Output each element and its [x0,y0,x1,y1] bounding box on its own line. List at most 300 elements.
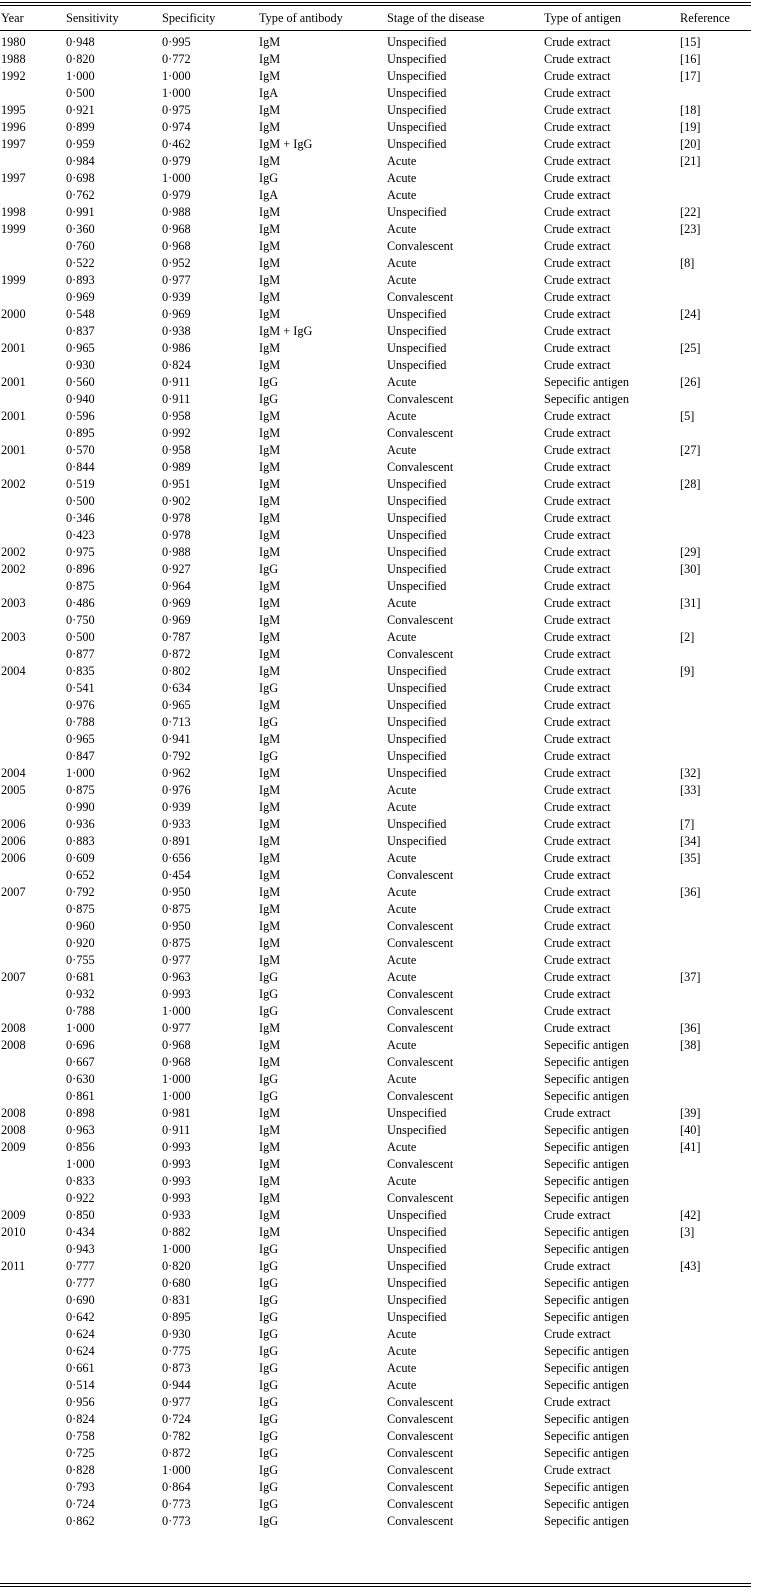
cell-specificity: 0·989 [162,460,191,474]
cell-disease-stage: Unspecified [387,1259,447,1273]
cell-year [0,255,66,272]
table-row [0,374,757,391]
cell-year: 1999 [1,273,26,287]
cell-antigen-type: Crude extract [544,970,611,984]
cell-reference: [21] [680,154,701,168]
cell-antigen-type: Sepecific antigen [544,1072,630,1086]
cell-antigen-type: Crude extract [544,749,611,763]
cell-specificity: 1·000 [162,1242,191,1256]
cell-disease-stage: Convalescent [387,919,454,933]
cell-antibody-type: IgG [259,1276,279,1290]
table-row [0,306,757,323]
cell-antibody-type: IgM [259,1157,281,1171]
table-row [0,731,757,748]
cell-antibody-type: IgG [259,1429,279,1443]
cell-reference [680,799,757,816]
table-row [0,816,757,833]
table-row [0,323,757,340]
cell-specificity: 0·820 [162,1259,191,1273]
cell-antigen-type: Crude extract [544,154,611,168]
cell-sensitivity: 1·000 [66,766,95,780]
table-row [0,748,757,765]
cell-specificity: 0·875 [162,902,191,916]
cell-specificity: 0·974 [162,120,191,134]
cell-antigen-type: Crude extract [544,902,611,916]
table-row [0,34,757,51]
cell-disease-stage: Convalescent [387,868,454,882]
cell-reference [680,510,757,527]
cell-antibody-type: IgM [259,647,281,661]
cell-year: 2009 [1,1140,26,1154]
cell-disease-stage: Acute [387,953,417,967]
table-row [0,1309,757,1326]
cell-sensitivity: 0·360 [66,222,95,236]
cell-disease-stage: Convalescent [387,987,454,1001]
cell-sensitivity: 0·976 [66,698,95,712]
cell-reference: [3] [680,1225,695,1239]
cell-specificity: 0·634 [162,681,191,695]
cell-disease-stage: Convalescent [387,1463,454,1477]
cell-antigen-type: Crude extract [544,715,611,729]
cell-reference [680,323,757,340]
cell-sensitivity: 0·500 [66,494,95,508]
cell-disease-stage: Unspecified [387,817,447,831]
cell-specificity: 0·872 [162,1446,191,1460]
table-row [0,1292,757,1309]
table-row [0,289,757,306]
cell-sensitivity: 0·943 [66,1242,95,1256]
cell-sensitivity: 0·642 [66,1310,95,1324]
cell-reference [680,1394,757,1411]
cell-year: 2008 [1,1038,26,1052]
cell-year [0,1343,66,1360]
cell-year [0,1428,66,1445]
cell-specificity: 0·993 [162,1140,191,1154]
cell-specificity: 0·995 [162,35,191,49]
cell-antibody-type: IgG [259,171,279,185]
cell-specificity: 1·000 [162,69,191,83]
table-row [0,1224,757,1241]
table-row [0,1513,757,1530]
cell-sensitivity: 0·609 [66,851,95,865]
cell-antigen-type: Crude extract [544,783,611,797]
cell-sensitivity: 0·690 [66,1293,95,1307]
cell-sensitivity: 0·896 [66,562,95,576]
cell-year: 2006 [1,817,26,831]
cell-specificity: 0·979 [162,154,191,168]
cell-reference: [30] [680,562,701,576]
cell-reference: [7] [680,817,695,831]
cell-sensitivity: 0·963 [66,1123,95,1137]
cell-reference: [18] [680,103,701,117]
cell-specificity: 0·962 [162,766,191,780]
cell-year: 2002 [1,477,26,491]
cell-antigen-type: Sepecific antigen [544,1276,630,1290]
cell-reference: [23] [680,222,701,236]
cell-disease-stage: Acute [387,154,417,168]
cell-disease-stage: Acute [387,1038,417,1052]
cell-specificity: 0·977 [162,1395,191,1409]
table-row [0,102,757,119]
cell-reference [680,680,757,697]
table-row [0,850,757,867]
cell-sensitivity: 0·514 [66,1378,95,1392]
table-row [0,1445,757,1462]
cell-specificity: 0·927 [162,562,191,576]
cell-antibody-type: IgM [259,1123,281,1137]
table-row [0,561,757,578]
cell-reference [680,731,757,748]
cell-antigen-type: Crude extract [544,1208,611,1222]
cell-disease-stage: Unspecified [387,477,447,491]
cell-sensitivity: 0·991 [66,205,95,219]
cell-sensitivity: 0·895 [66,426,95,440]
cell-reference [680,697,757,714]
cell-antigen-type: Sepecific antigen [544,1344,630,1358]
cell-sensitivity: 0·936 [66,817,95,831]
cell-specificity: 0·944 [162,1378,191,1392]
cell-disease-stage: Acute [387,222,417,236]
cell-antigen-type: Crude extract [544,137,611,151]
header-disease-stage: Stage of the disease [387,11,485,25]
cell-antigen-type: Sepecific antigen [544,1038,630,1052]
cell-antibody-type: IgM [259,409,281,423]
cell-antibody-type: IgM [259,528,281,542]
cell-specificity: 0·911 [162,375,191,389]
cell-antibody-type: IgG [259,970,279,984]
cell-disease-stage: Convalescent [387,290,454,304]
cell-antigen-type: Crude extract [544,562,611,576]
cell-reference [680,1241,757,1258]
table-row [0,833,757,850]
cell-year [0,986,66,1003]
cell-disease-stage: Convalescent [387,1055,454,1069]
cell-disease-stage: Unspecified [387,1123,447,1137]
cell-reference [680,1377,757,1394]
cell-reference [680,1071,757,1088]
cell-reference [680,425,757,442]
cell-antigen-type: Crude extract [544,1021,611,1035]
cell-reference: [2] [680,630,695,644]
cell-antibody-type: IgM [259,919,281,933]
cell-antibody-type: IgM [259,256,281,270]
cell-antigen-type: Crude extract [544,817,611,831]
cell-sensitivity: 0·833 [66,1174,95,1188]
table-row [0,238,757,255]
cell-antigen-type: Sepecific antigen [544,1429,630,1443]
cell-disease-stage: Unspecified [387,528,447,542]
cell-antibody-type: IgA [259,188,279,202]
cell-antibody-type: IgG [259,1242,279,1256]
cell-antigen-type: Crude extract [544,409,611,423]
cell-year [0,1309,66,1326]
cell-year: 1999 [1,222,26,236]
cell-antigen-type: Crude extract [544,511,611,525]
cell-reference [680,578,757,595]
cell-specificity: 0·976 [162,783,191,797]
cell-year: 2001 [1,375,26,389]
cell-antigen-type: Sepecific antigen [544,1157,630,1171]
cell-reference: [39] [680,1106,701,1120]
table-row [0,255,757,272]
cell-year [0,918,66,935]
cell-sensitivity: 0·762 [66,188,95,202]
table-row [0,714,757,731]
cell-antibody-type: IgG [259,1497,279,1511]
cell-disease-stage: Convalescent [387,1412,454,1426]
cell-antigen-type: Crude extract [544,800,611,814]
cell-antigen-type: Crude extract [544,290,611,304]
cell-specificity: 0·724 [162,1412,191,1426]
cell-reference [680,289,757,306]
cell-year [0,238,66,255]
cell-year [0,1071,66,1088]
cell-year [0,1173,66,1190]
cell-year: 2007 [1,885,26,899]
cell-year: 2003 [1,596,26,610]
cell-antigen-type: Crude extract [544,120,611,134]
cell-year [0,714,66,731]
table-header-row [0,9,757,28]
cell-sensitivity: 0·777 [66,1276,95,1290]
cell-antigen-type: Sepecific antigen [544,1480,630,1494]
cell-disease-stage: Acute [387,1327,417,1341]
cell-antigen-type: Sepecific antigen [544,1293,630,1307]
cell-antigen-type: Crude extract [544,171,611,185]
cell-year [0,680,66,697]
table-row [0,697,757,714]
cell-specificity: 0·656 [162,851,191,865]
cell-year: 1997 [1,137,26,151]
cell-year [0,510,66,527]
cell-year [0,1394,66,1411]
cell-year [0,1377,66,1394]
table-body [0,34,757,1530]
table-row [0,1411,757,1428]
cell-antibody-type: IgG [259,1072,279,1086]
cell-disease-stage: Unspecified [387,511,447,525]
cell-sensitivity: 0·875 [66,579,95,593]
cell-antibody-type: IgM [259,1174,281,1188]
cell-specificity: 0·969 [162,307,191,321]
header-antibody-type: Type of antibody [259,11,343,25]
cell-sensitivity: 0·788 [66,1004,95,1018]
cell-specificity: 0·930 [162,1327,191,1341]
cell-antigen-type: Crude extract [544,596,611,610]
cell-year [0,1326,66,1343]
cell-disease-stage: Unspecified [387,698,447,712]
table-row [0,119,757,136]
table-row [0,646,757,663]
cell-antibody-type: IgM [259,596,281,610]
cell-specificity: 0·939 [162,290,191,304]
cell-reference [680,1479,757,1496]
cell-disease-stage: Unspecified [387,1225,447,1239]
cell-antibody-type: IgM [259,851,281,865]
cell-antigen-type: Crude extract [544,1106,611,1120]
cell-sensitivity: 0·570 [66,443,95,457]
cell-reference [680,391,757,408]
cell-antibody-type: IgG [259,1344,279,1358]
cell-sensitivity: 0·847 [66,749,95,763]
table-row [0,459,757,476]
table-row [0,510,757,527]
cell-antibody-type: IgA [259,86,279,100]
cell-year: 2008 [1,1021,26,1035]
cell-antibody-type: IgM [259,630,281,644]
cell-antigen-type: Sepecific antigen [544,375,630,389]
cell-disease-stage: Unspecified [387,1276,447,1290]
cell-antigen-type: Crude extract [544,732,611,746]
cell-reference [680,952,757,969]
cell-specificity: 0·895 [162,1310,191,1324]
cell-antibody-type: IgM [259,664,281,678]
table-row [0,1054,757,1071]
cell-year: 2003 [1,630,26,644]
cell-reference [680,935,757,952]
cell-reference [680,1088,757,1105]
cell-antigen-type: Crude extract [544,681,611,695]
cell-reference [680,493,757,510]
cell-sensitivity: 0·828 [66,1463,95,1477]
cell-antibody-type: IgM [259,1038,281,1052]
cell-disease-stage: Convalescent [387,1497,454,1511]
cell-specificity: 0·902 [162,494,191,508]
cell-year: 2007 [1,970,26,984]
diagnostic-accuracy-table [0,9,757,1530]
table-row [0,1496,757,1513]
cell-antibody-type: IgG [259,715,279,729]
cell-antigen-type: Sepecific antigen [544,1446,630,1460]
cell-sensitivity: 0·548 [66,307,95,321]
cell-antibody-type: IgM [259,103,281,117]
cell-year [0,527,66,544]
cell-year [0,153,66,170]
cell-disease-stage: Unspecified [387,1106,447,1120]
cell-specificity: 0·772 [162,52,191,66]
cell-specificity: 0·988 [162,205,191,219]
cell-reference [680,1326,757,1343]
cell-antibody-type: IgM + IgG [259,137,313,151]
table-row [0,1326,757,1343]
cell-antibody-type: IgG [259,1514,279,1528]
cell-year: 1998 [1,205,26,219]
cell-disease-stage: Unspecified [387,103,447,117]
cell-reference: [31] [680,596,701,610]
cell-disease-stage: Acute [387,1361,417,1375]
table-row [0,782,757,799]
cell-antigen-type: Crude extract [544,528,611,542]
cell-sensitivity: 0·837 [66,324,95,338]
cell-antigen-type: Crude extract [544,494,611,508]
cell-reference [680,918,757,935]
cell-specificity: 0·911 [162,392,191,406]
cell-antigen-type: Crude extract [544,766,611,780]
cell-antibody-type: IgM [259,290,281,304]
cell-specificity: 0·968 [162,239,191,253]
cell-year [0,1054,66,1071]
cell-sensitivity: 0·877 [66,647,95,661]
cell-disease-stage: Unspecified [387,1242,447,1256]
cell-disease-stage: Unspecified [387,86,447,100]
table-row [0,170,757,187]
cell-antibody-type: IgG [259,1089,279,1103]
cell-antigen-type: Crude extract [544,885,611,899]
cell-antibody-type: IgM [259,1021,281,1035]
cell-antibody-type: IgM [259,766,281,780]
cell-antibody-type: IgM [259,69,281,83]
cell-reference: [5] [680,409,695,423]
cell-specificity: 0·831 [162,1293,191,1307]
cell-specificity: 0·824 [162,358,191,372]
cell-year: 2009 [1,1208,26,1222]
cell-sensitivity: 1·000 [66,1157,95,1171]
cell-reference [680,714,757,731]
table-row [0,68,757,85]
cell-sensitivity: 0·875 [66,783,95,797]
top-rule-1 [0,2,751,3]
cell-sensitivity: 0·667 [66,1055,95,1069]
cell-specificity: 0·993 [162,987,191,1001]
cell-sensitivity: 0·956 [66,1395,95,1409]
table-row [0,1173,757,1190]
cell-antibody-type: IgM [259,936,281,950]
table-row [0,408,757,425]
cell-antibody-type: IgM [259,579,281,593]
cell-disease-stage: Convalescent [387,647,454,661]
cell-antibody-type: IgG [259,1327,279,1341]
cell-sensitivity: 0·969 [66,290,95,304]
cell-specificity: 1·000 [162,1004,191,1018]
cell-sensitivity: 0·346 [66,511,95,525]
cell-year: 2010 [1,1225,26,1239]
cell-antibody-type: IgM [259,358,281,372]
cell-reference: [8] [680,256,695,270]
cell-antibody-type: IgM [259,477,281,491]
cell-disease-stage: Convalescent [387,1429,454,1443]
cell-antibody-type: IgM [259,902,281,916]
cell-specificity: 0·882 [162,1225,191,1239]
cell-reference: [17] [680,69,701,83]
cell-antibody-type: IgM [259,273,281,287]
cell-sensitivity: 0·856 [66,1140,95,1154]
cell-antibody-type: IgG [259,1446,279,1460]
cell-year: 1988 [1,52,26,66]
cell-antigen-type: Crude extract [544,205,611,219]
cell-disease-stage: Unspecified [387,120,447,134]
cell-year [0,1496,66,1513]
table-row [0,1360,757,1377]
cell-specificity: 0·864 [162,1480,191,1494]
bottom-rule-1 [0,1583,751,1584]
cell-antigen-type: Crude extract [544,426,611,440]
cell-reference: [20] [680,137,701,151]
cell-disease-stage: Convalescent [387,1514,454,1528]
table-row [0,1207,757,1224]
cell-specificity: 1·000 [162,86,191,100]
cell-antibody-type: IgM [259,239,281,253]
cell-antibody-type: IgM [259,222,281,236]
cell-disease-stage: Acute [387,1072,417,1086]
cell-year [0,1241,66,1258]
cell-sensitivity: 0·750 [66,613,95,627]
cell-sensitivity: 0·777 [66,1259,95,1273]
cell-antibody-type: IgM [259,443,281,457]
cell-sensitivity: 0·434 [66,1225,95,1239]
cell-antigen-type: Sepecific antigen [544,1123,630,1137]
cell-specificity: 0·911 [162,1123,191,1137]
cell-year [0,323,66,340]
